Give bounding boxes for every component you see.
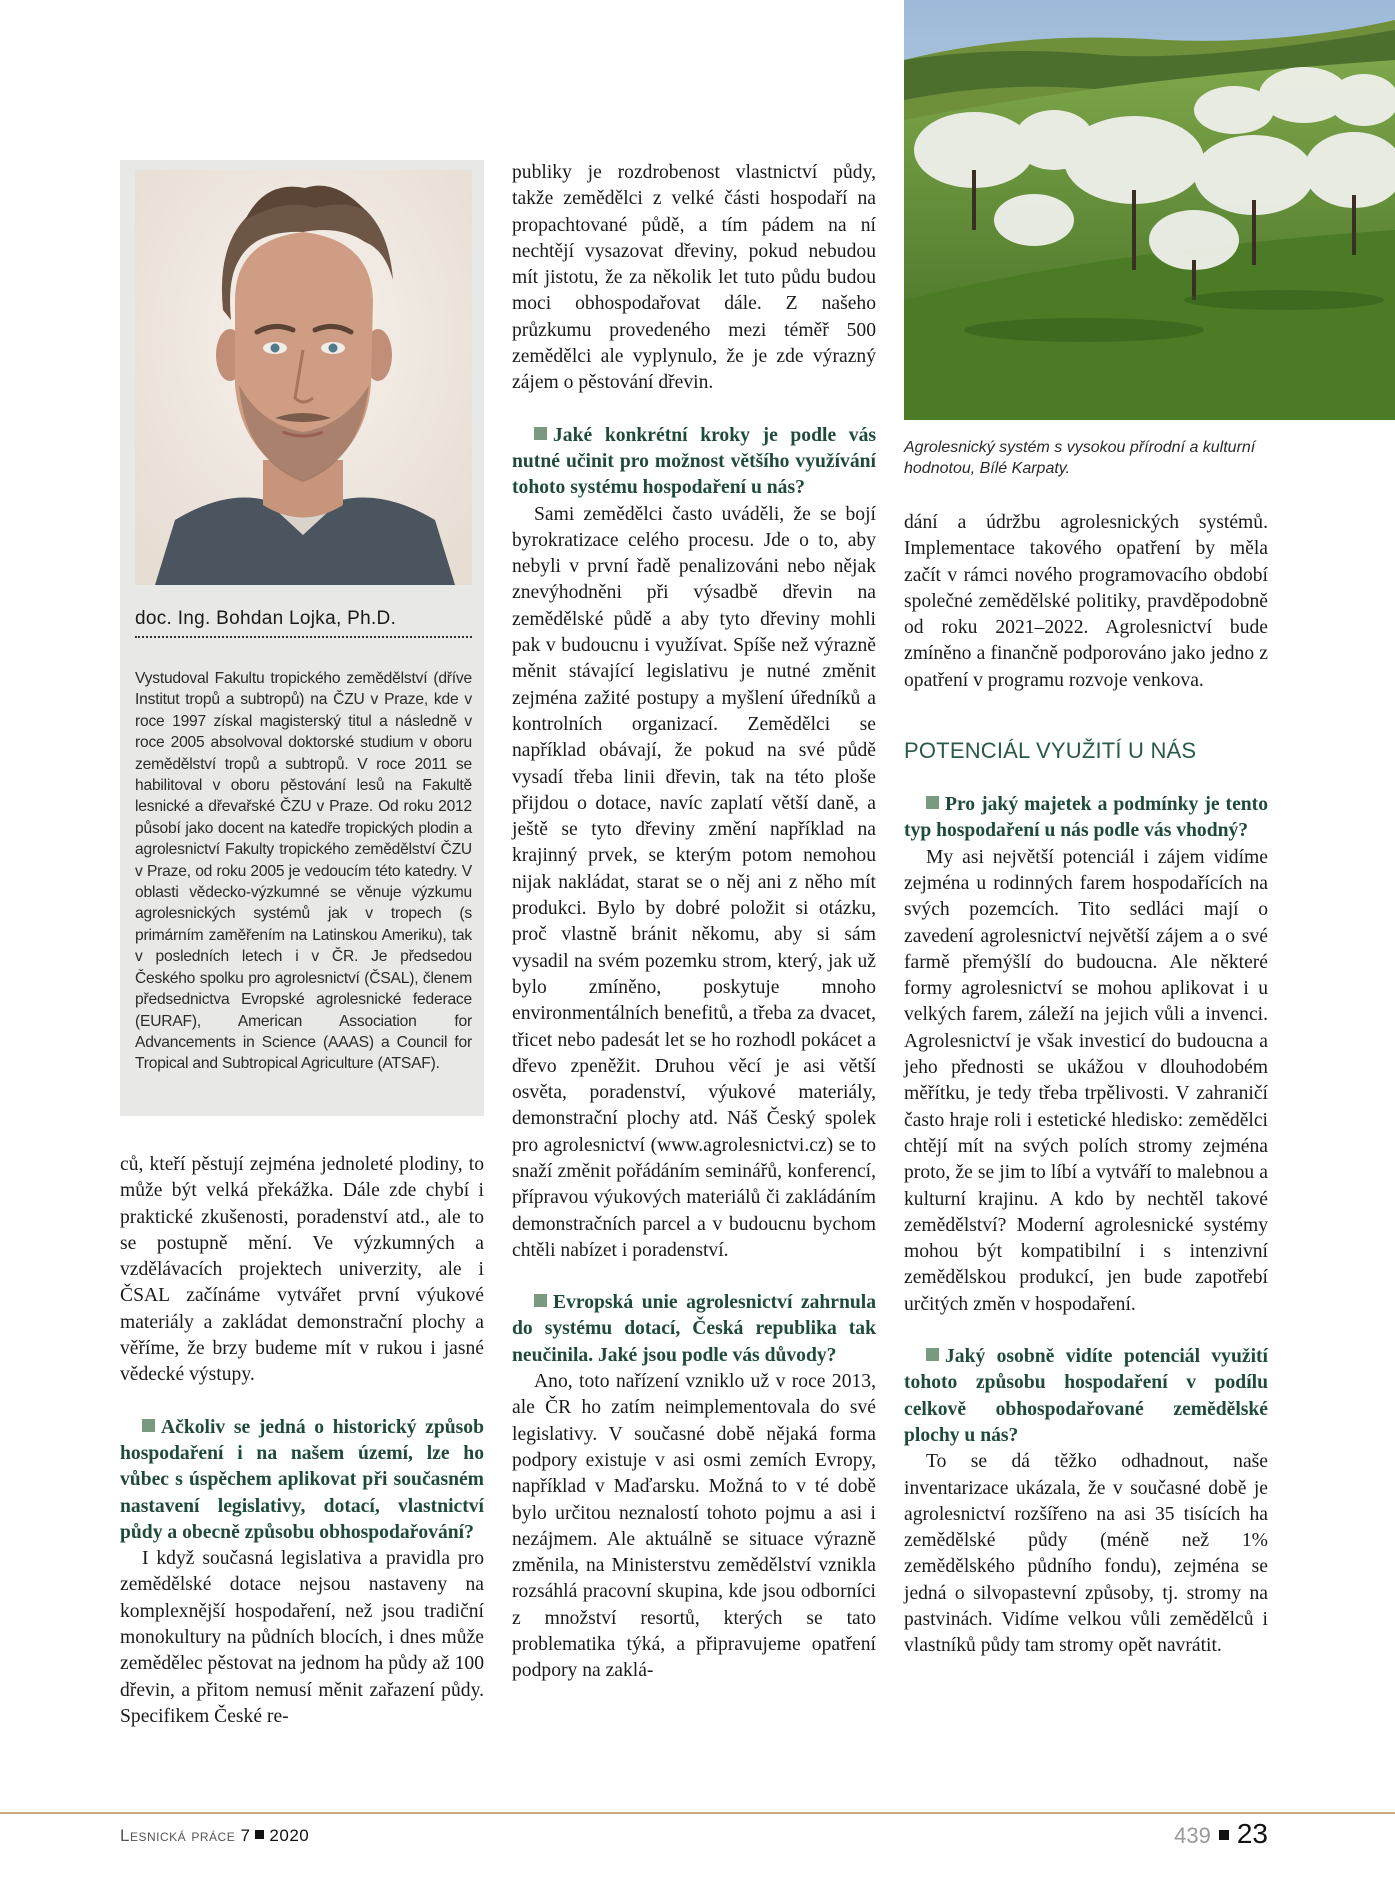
footer-divider — [0, 1812, 1395, 1814]
left-question-1-text: Ačkoliv se jedná o historický způsob hospodaření i na našem území, lze ho vůbec s úspěchem aplikovat při současném nastavení legislativy, dotací, vlastnictví půdy a obecně způsobu obhospodařování? — [120, 1416, 484, 1543]
issue-number: 7 — [240, 1826, 251, 1845]
section-title: POTENCIÁL VYUŽITÍ U NÁS — [904, 738, 1197, 764]
left-paragraph-1: ců, kteří pěstují zejména jednoleté plodiny, to může být velká překážka. Dále zde chybí i praktické zkušenosti, poradenství atd., ale to se postupně mění. Ve výzkumných a vzdělávacích projektech univerzity, ale i ČSAL začínáme vytvářet první výukové materiály a zakládat demonstrační plochy a věříme, že brzy budeme mít v rukou i jasné vědecké výstupy. — [120, 1154, 484, 1386]
right-paragraph-2: My asi největší potenciál i zájem vidíme zejména u rodinných farem hospodařících na svých pozemcích. Tito sedláci mají o zavedení agrolesnictví největší zájem a o své farmě přemýšlí do budoucna. Ale některé formy agrolesnictví se mohou aplikovat i u velkých farem, záleží na jejich vůli a invenci. Agrolesnictví je však investicí do budoucna a jeho přednosti se ukážou v dlouhodobém měřítku, je tedy třeba trpělivosti. V zahraničí často hraje roli i estetické hledisko: zemědělci chtějí mít na svých polích stromy zejména proto, že se jim to líbí a vytváří to malebnou a kulturní krajinu. A kdo by nechtěl takové zemědělství? Moderní agrolesnické systémy mohou být kompatibilní i s intenzivní zemědělskou produkcí, jen bude zapotřebí určitých změn v hospodaření. — [904, 846, 1268, 1315]
left-paragraph-2: I když současná legislativa a pravidla pro zemědělské dotace nejsou nastaveny na komplexnější hospodaření, než jsou tradiční monokultury na půdních blocích, i dnes může zemědělec pěstovat na jednom ha půdy až 100 dřevin, a přitom nemusí měnit zařazení půdy. Specifikem České re- — [120, 1548, 484, 1727]
question-bullet-icon — [142, 1419, 155, 1432]
mid-question-1-text: Jaké konkrétní kroky je podle vás nutné učinit pro možnost většího využívání tohoto systému hospodaření u nás? — [512, 424, 876, 499]
right-question-1-text: Pro jaký majetek a podmínky je tento typ hospodaření u nás podle vás vhodný? — [904, 794, 1268, 842]
question-bullet-icon — [926, 796, 939, 809]
mid-question-1 — [512, 423, 876, 502]
footer-journal — [120, 1826, 309, 1846]
issue-year: 2020 — [269, 1826, 310, 1845]
question-bullet-icon — [534, 1294, 547, 1307]
author-bio-text: Vystudoval Fakultu tropického zemědělství (dříve Institut tropů a subtropů) na ČZU v Praze, kde v roce 1997 získal magisterský titul a následně v roce 2005 absolvoval doktorské studium v oboru zemědělství tropů a subtropů. V roce 2011 se habilitoval v oboru pěstování lesů na Fakultě lesnické a dřevařské ČZU v Praze. Od roku 2012 působí jako docent na katedře tropických plodin a agrolesnictví Fakulty tropického zemědělství ČZU v Praze, od roku 2005 je vedoucím této katedry. V oblasti vědecko-výzkumné se věnuje výzkumu agrolesnických systémů jak v tropech (s primárním zaměřením na Latinskou Ameriku), tak v posledních letech i v ČR. Je předsedou Českého spolku pro agrolesnictví (ČSAL), členem předsednictva Evropské agrolesnické federace (EURAF), American Association for Advancements in Science (AAAS) a Council for Tropical and Subtropical Agriculture (ATSAF). — [135, 670, 472, 1073]
mid-paragraph-1: publiky je rozdrobenost vlastnictví půdy, takže zemědělci z velké části hospodaří na propachtované půdě, a tím pádem na ní nechtějí vysazovat dřeviny, pokud nebudou mít jistotu, že za několik let tuto půdu budou moci obhospodařovat dále. Z našeho průzkumu provedeného mezi téměř 500 zemědělci ale vyplynulo, že je zde výrazný zájem o pěstování dřevin. — [512, 162, 876, 394]
right-paragraph-3: To se dá těžko odhadnout, naše inventarizace ukázala, že v současné době je agrolesnictví rozšířeno na asi 35 tisících ha zemědělské půdy (méně než 1% zemědělského půdního fondu), zejména se jedná o silvopastevní způsoby, tj. stromy na pastvinách. Vidíme velkou vůli zemědělců i vlastníků půdy tam stromy opět navrátit. — [904, 1451, 1268, 1657]
right-question-2 — [904, 1344, 1268, 1449]
journal-name: Lesnická práce — [120, 1826, 236, 1845]
mid-paragraph-3: Ano, toto nařízení vzniklo už v roce 2013, ale ČR ho zatím neimplementovala do své legislativy. V současné době nějaká forma podpory existuje v asi osmi zemích Evropy, například v Maďarsku. Možná to v té době bylo určitou neznalostí tohoto pojmu a asi i nezájmem. Ale aktuálně se situace výrazně změnila, na Ministerstvu zemědělství vznikla rozsáhlá pracovní skupina, kde jsou odborníci z množství resortů, kterých se tato problematika týká, a připravujeme opatření podpory na zaklá- — [512, 1371, 876, 1682]
footer-page-number — [1174, 1818, 1268, 1850]
question-bullet-icon — [534, 427, 547, 440]
square-bullet-icon — [1219, 1830, 1229, 1840]
total-page-number: 439 — [1174, 1823, 1211, 1848]
agroforestry-landscape-image — [904, 0, 1395, 420]
landscape-photo — [904, 0, 1395, 420]
portrait-image — [135, 170, 472, 585]
author-bio-box — [120, 160, 484, 1116]
page-number: 23 — [1236, 1818, 1268, 1849]
mid-question-2-text: Evropská unie agrolesnictví zahrnula do systému dotací, Česká republika tak neučinila. Jaké jsou podle vás důvody? — [512, 1292, 876, 1366]
left-column — [120, 1152, 484, 1730]
mid-paragraph-2: Sami zemědělci často uváděli, že se bojí byrokratizace celého procesu. Jde o to, aby nebyli v první řadě penalizováni nebo nějak znevýhodněni při výsadbě dřevin na zemědělské půdě a aby tyto dřeviny mohli pak v budoucnu i využívat. Spíše než výrazně měnit stávající legislativu je nutné změnit zejména zažité postupy a myšlení úředníků a kontrolních organizací. Zemědělci se například obávají, že pokud na své půdě vysadí třeba linii dřevin, tak na této ploše přijdou o dotace, navíc zaplatí větší daně, a ještě se tyto dřeviny změní například na krajinný prvek, se kterým potom nemohou nijak nakládat, starat se o něj ani z něho mít produkci. Bylo by dobré položit si otázku, proč vlastně bránit někomu, aby si sám vysadil na svém pozemku strom, který, jak už bylo zmíněno, poskytuje mnoho environmentálních benefitů, a třeba za dvacet, třicet nebo padesát let se ho rozhodl pokácet a dřevo zpeněžit. Druhou věcí je asi větší osvěta, poradenství, výukové materiály, demonstrační plochy atd. Náš Český spolek pro agrolesnictví (www.agrolesnictvi.cz) se to snaží změnit pořádáním seminářů, konferencí, přípravou výukových materiálů či zakládáním demonstračních parcel a v budoucnu bychom chtěli nabízet i poradenství. — [512, 503, 876, 1261]
middle-column — [512, 160, 876, 1685]
photo-caption: Agrolesnický systém s vysokou přírodní a kulturní hodnotou, Bílé Karpaty. — [904, 439, 1256, 477]
right-question-2-text: Jaký osobně vidíte potenciál využití tohoto způsobu hospodaření v podílu celkově obhospodařované zemědělské plochy u nás? — [904, 1346, 1268, 1446]
mid-question-2 — [512, 1290, 876, 1369]
right-question-1 — [904, 792, 1268, 845]
square-bullet-icon — [255, 1830, 264, 1839]
question-bullet-icon — [926, 1348, 939, 1361]
right-paragraph-1: dání a údržbu agrolesnických systémů. Implementace takového opatření by měla začít v rámci nového programovacího období společné zemědělské politiky, pravděpodobně od roku 2021–2022. Agrolesnictví bude zmíněno a finančně podporováno jako jedno z opatření v programu rozvoje venkova. — [904, 512, 1268, 691]
author-name: doc. Ing. Bohdan Lojka, Ph.D. — [135, 608, 472, 638]
left-question-1 — [120, 1415, 484, 1546]
right-column — [904, 510, 1268, 1660]
author-portrait — [135, 170, 472, 585]
